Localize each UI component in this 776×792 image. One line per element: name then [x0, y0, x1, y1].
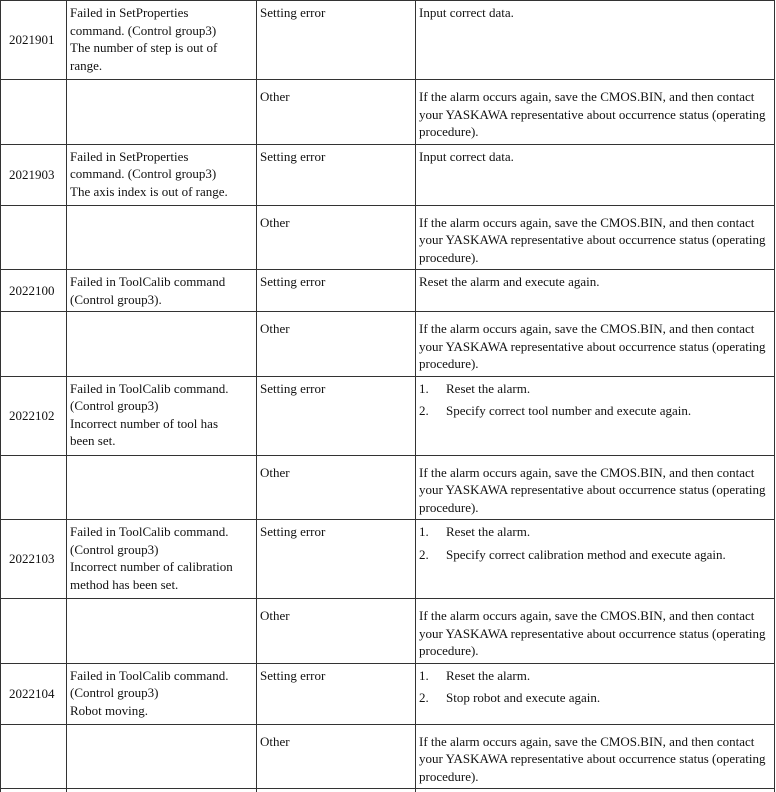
list-item: 2. Specify correct calibration method and execute again.	[419, 546, 772, 564]
alarm-cause: Setting error	[257, 144, 416, 205]
alarm-description: Failed in ToolCalib command. (Control group3) Robot moving.	[67, 663, 257, 724]
table-row	[1, 1, 775, 80]
alarm-remedy: Input correct data.	[416, 144, 775, 205]
list-item: 1. Reset the alarm.	[419, 667, 772, 685]
alarm-cause: Other	[257, 724, 416, 789]
list-item: 1. Reset the alarm.	[419, 380, 772, 398]
alarm-cause: Setting error	[257, 663, 416, 724]
alarm-cause: Other	[257, 599, 416, 664]
alarm-cause: Setting error	[257, 376, 416, 455]
alarm-code: 2022102	[1, 376, 67, 455]
table-row	[1, 599, 775, 664]
table-row	[1, 663, 775, 724]
alarm-remedy: If the alarm occurs again, save the CMOS.BIN, and then contact your YASKAWA representative about occurrence status (operating procedure).	[416, 312, 775, 377]
table-row	[1, 455, 775, 520]
list-item: 2. Specify correct tool number and execute again.	[419, 402, 772, 420]
alarm-description: Failed in ToolCalib command. (Control group3) Incorrect number of tool has been set.	[67, 376, 257, 455]
alarm-description: Failed in ToolCalib command (Control group3).	[67, 270, 257, 312]
table-row	[1, 205, 775, 270]
alarm-remedy	[416, 376, 775, 455]
table-row	[1, 144, 775, 205]
alarm-description: Failed in ToolCalib command. (Control group3) Incorrect number of calibration method has been set.	[67, 520, 257, 599]
remedy-steps	[419, 523, 772, 563]
alarm-cause: Other	[257, 205, 416, 270]
remedy-steps	[419, 380, 772, 420]
alarm-cause: Other	[257, 455, 416, 520]
alarm-remedy: If the alarm occurs again, save the CMOS.BIN, and then contact your YASKAWA representative about occurrence status (operating procedure).	[416, 205, 775, 270]
alarm-code: 2022100	[1, 270, 67, 312]
alarm-code: 2022104	[1, 663, 67, 724]
alarm-cause: Setting error	[257, 520, 416, 599]
list-item: 2. Stop robot and execute again.	[419, 689, 772, 707]
list-item: 1. Reset the alarm.	[419, 523, 772, 541]
alarm-description: Failed in SetProperties command. (Control group3) The axis index is out of range.	[67, 144, 257, 205]
alarm-remedy: If the alarm occurs again, save the CMOS.BIN, and then contact your YASKAWA representative about occurrence status (operating procedure).	[416, 455, 775, 520]
alarm-code: 2022103	[1, 520, 67, 599]
table-row	[1, 724, 775, 789]
alarm-remedy: Input correct data.	[416, 1, 775, 80]
table-continuation	[1, 789, 775, 792]
alarm-code: 2021903	[1, 144, 67, 205]
alarm-description: Failed in SetProperties command. (Control group3) The number of step is out of range.	[67, 1, 257, 80]
alarm-cause: Other	[257, 312, 416, 377]
alarm-remedy: If the alarm occurs again, save the CMOS.BIN, and then contact your YASKAWA representative about occurrence status (operating procedure).	[416, 724, 775, 789]
alarm-remedy: If the alarm occurs again, save the CMOS.BIN, and then contact your YASKAWA representative about occurrence status (operating procedure).	[416, 599, 775, 664]
alarm-remedy: If the alarm occurs again, save the CMOS.BIN, and then contact your YASKAWA representative about occurrence status (operating procedure).	[416, 80, 775, 145]
alarm-remedy	[416, 663, 775, 724]
table-row	[1, 80, 775, 145]
alarm-code: 2021901	[1, 1, 67, 80]
alarm-cause: Setting error	[257, 1, 416, 80]
table-row	[1, 312, 775, 377]
alarm-cause: Other	[257, 80, 416, 145]
alarm-cause: Setting error	[257, 270, 416, 312]
alarm-remedy	[416, 520, 775, 599]
alarm-remedy: Reset the alarm and execute again.	[416, 270, 775, 312]
table-row	[1, 520, 775, 599]
table-row	[1, 270, 775, 312]
table-row	[1, 376, 775, 455]
remedy-steps	[419, 667, 772, 707]
